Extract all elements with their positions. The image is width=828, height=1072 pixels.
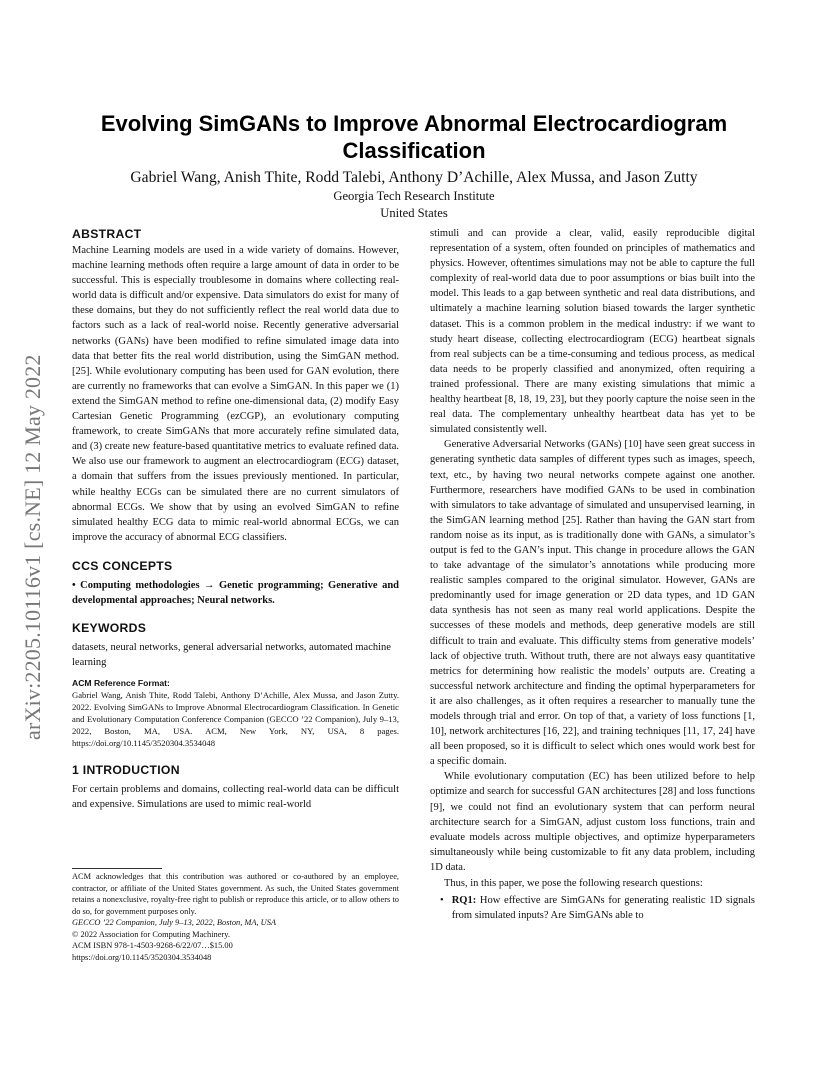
right-column	[430, 226, 755, 923]
footnote	[72, 871, 399, 963]
rq1-label: RQ1:	[451, 895, 477, 907]
introduction-text: For certain problems and domains, collecting real-world data can be difficult and expensive. Simulations are used to mimic real-world	[72, 784, 399, 811]
introduction-heading: 1 INTRODUCTION	[72, 763, 180, 778]
footnote-notice: ACM acknowledges that this contribution was authored or co-authored by an employee, contractor, or affiliate of the United States government. As such, the United States government retains a nonexclusive, royalty-free right to publish or reproduce this article, or to allow others to do so, for government purposes only.	[72, 872, 399, 916]
research-question-1	[430, 893, 755, 923]
acm-reference-text: Gabriel Wang, Anish Thite, Rodd Talebi, Anthony D’Achille, Alex Mussa, and Jason Zutty. 2022. Evolving SimGANs to Improve Abnormal Electrocardiogram Classification. In Genetic and Evolutionary Computation Conference Companion (GECCO ’22 Companion), July 9–13, 2022, Boston, MA, USA. ACM, New York, NY, USA, 8 pages. https://doi.org/10.1145/3520304.3534048	[72, 690, 399, 749]
arxiv-identifier: arXiv:2205.10116v1 [cs.NE] 12 May 2022	[20, 354, 45, 740]
affiliation: Georgia Tech Research Institute	[333, 189, 495, 203]
footnote-copyright: © 2022 Association for Computing Machinery.	[72, 929, 230, 939]
footnote-doi: https://doi.org/10.1145/3520304.3534048	[72, 952, 212, 962]
rq1-text: How effective are SimGANs for generating realistic 1D signals from simulated inputs? Are SimGANs able to	[451, 895, 756, 922]
ccs-text: • Computing methodologies → Genetic programming; Generative and developmental approaches; Neural networks.	[72, 579, 399, 606]
paragraph: Generative Adversarial Networks (GANs) [10] have seen great success in generating synthetic data samples of different types such as images, speech, text, etc., by having two neural networks compete against one another. Furthermore, researchers have modified GANs to be used in combination with simulators to take advantage of simulated and unsupervised learning, in the SimGAN learning method [25]. Rather than having the GAN start from random noise as its input, as is traditionally done with GANs, a simulator’s output is fed to the GAN’s input. This change in procedure allows the GAN to take advantage of the simulator’s annotations while producing more realistic samples compared to the original simulator. However, GANs are predominantly used for image generation or 2D data types, and 1D GAN data synthesis has not seen as many real world applications. Despite the successes of these models and methods, deep generative models are still difficult to train and evaluate. This difficulty stems from generative models’ lack of objective truth. Without truth, there are not always easy quantitative metrics for determining how realistic the models’ outputs are. Creating a successful network architecture and finding the optimal hyperparameters for it are also challenges, as it often requires a researcher to manually tune the models through trial and error. On top of that, a variety of loss functions [1, 10], network architectures [16, 22], and training techniques [11, 17, 24] have all been proposed, so it is difficult to select which ones would work best for a specific domain.	[430, 439, 755, 768]
abstract-heading: ABSTRACT	[72, 227, 142, 241]
abstract-text: Machine Learning models are used in a wide variety of domains. However, machine learning methods often require a large amount of data in order to be successful. This is especially troublesome in domains where collecting real-world data is difficult and/or expensive. Data simulators do exist for many of these domains, but they do not sufficiently reflect the real world data due to factors such as a lack of real-world noise. Recently generative adversarial networks (GANs) have been modified to refine simulated image data into data that better fits the real world distribution, using the SimGAN method. [25]. While evolutionary computing has been used for GAN evolution, there are currently no frameworks that can evolve a SimGAN. In this paper we (1) extend the SimGAN method to refine one-dimensional data, (2) modify Easy Cartesian Genetic Programming (ezCGP), an evolutionary computing framework, to create SimGANs that more accurately refine simulated data, and (3) create new feature-based quantitative metrics to evaluate refined data. We also use our framework to augment an electrocardiogram (ECG) dataset, a domain that suffers from the issues previously mentioned. In particular, while healthy ECGs can be simulated there are no current simulators of abnormal ECGs. We show that by using an evolved SimGAN to refine simulated healthy ECG data to mimic real-world abnormal ECGs, we can improve the accuracy of abnormal ECG classifiers.	[72, 245, 399, 543]
acm-reference-heading: ACM Reference Format:	[72, 678, 170, 689]
country: United States	[380, 206, 448, 220]
footnote-isbn: ACM ISBN 978-1-4503-9268-6/22/07…$15.00	[72, 941, 233, 950]
paragraph: stimuli and can provide a clear, valid, easily reproducible digital representation of a system, often founded on principles of mathematics and physics. However, oftentimes simulations may not be able to capture the full complexity of real-world data due to poor assumptions or bias built into the model. This leads to a gap between synthetic and real data distributions, and ultimately a machine learning solution biased towards the larger synthetic dataset. This is a common problem in the medical industry: if we want to study heart disease, collecting electrocardiogram (ECG) heartbeat signals from real subjects can be a time-consuming and tedious process, as medical data needs to be properly classified and anonymized, often requiring a trained professional. There are many existing simulations that mimic a healthy heartbeat [8, 18, 19, 23], but they poorly capture the noise seen in the real data. The complementary unhealthy heartbeat data has yet to be simulated consistently well.	[430, 228, 755, 436]
paper-title: Evolving SimGANs to Improve Abnormal Electrocardiogram Classification	[100, 111, 728, 163]
left-column	[72, 226, 399, 812]
keywords-heading: KEYWORDS	[72, 621, 147, 636]
footnote-venue: GECCO ’22 Companion, July 9–13, 2022, Boston, MA, USA	[72, 918, 277, 927]
keywords-text: datasets, neural networks, general adversarial networks, automated machine learning	[72, 642, 391, 669]
paragraph: While evolutionary computation (EC) has been utilized before to help optimize and search for successful GAN architectures [28] and loss functions [9], we could not find an evolutionary system that can perform neural architecture search for a SimGAN, adjust custom loss functions, train and evaluate models across multiple objectives, and optimize hyperparameters simultaneously while being customizable to fit any data problem, including 1D data.	[430, 771, 755, 873]
footnote-rule	[72, 868, 162, 869]
author-list: Gabriel Wang, Anish Thite, Rodd Talebi, Anthony D’Achille, Alex Mussa, and Jason Zutty	[130, 169, 698, 186]
ccs-heading: CCS CONCEPTS	[72, 558, 173, 573]
paragraph: Thus, in this paper, we pose the following research questions:	[444, 878, 703, 890]
bullet-icon: •	[440, 895, 444, 907]
